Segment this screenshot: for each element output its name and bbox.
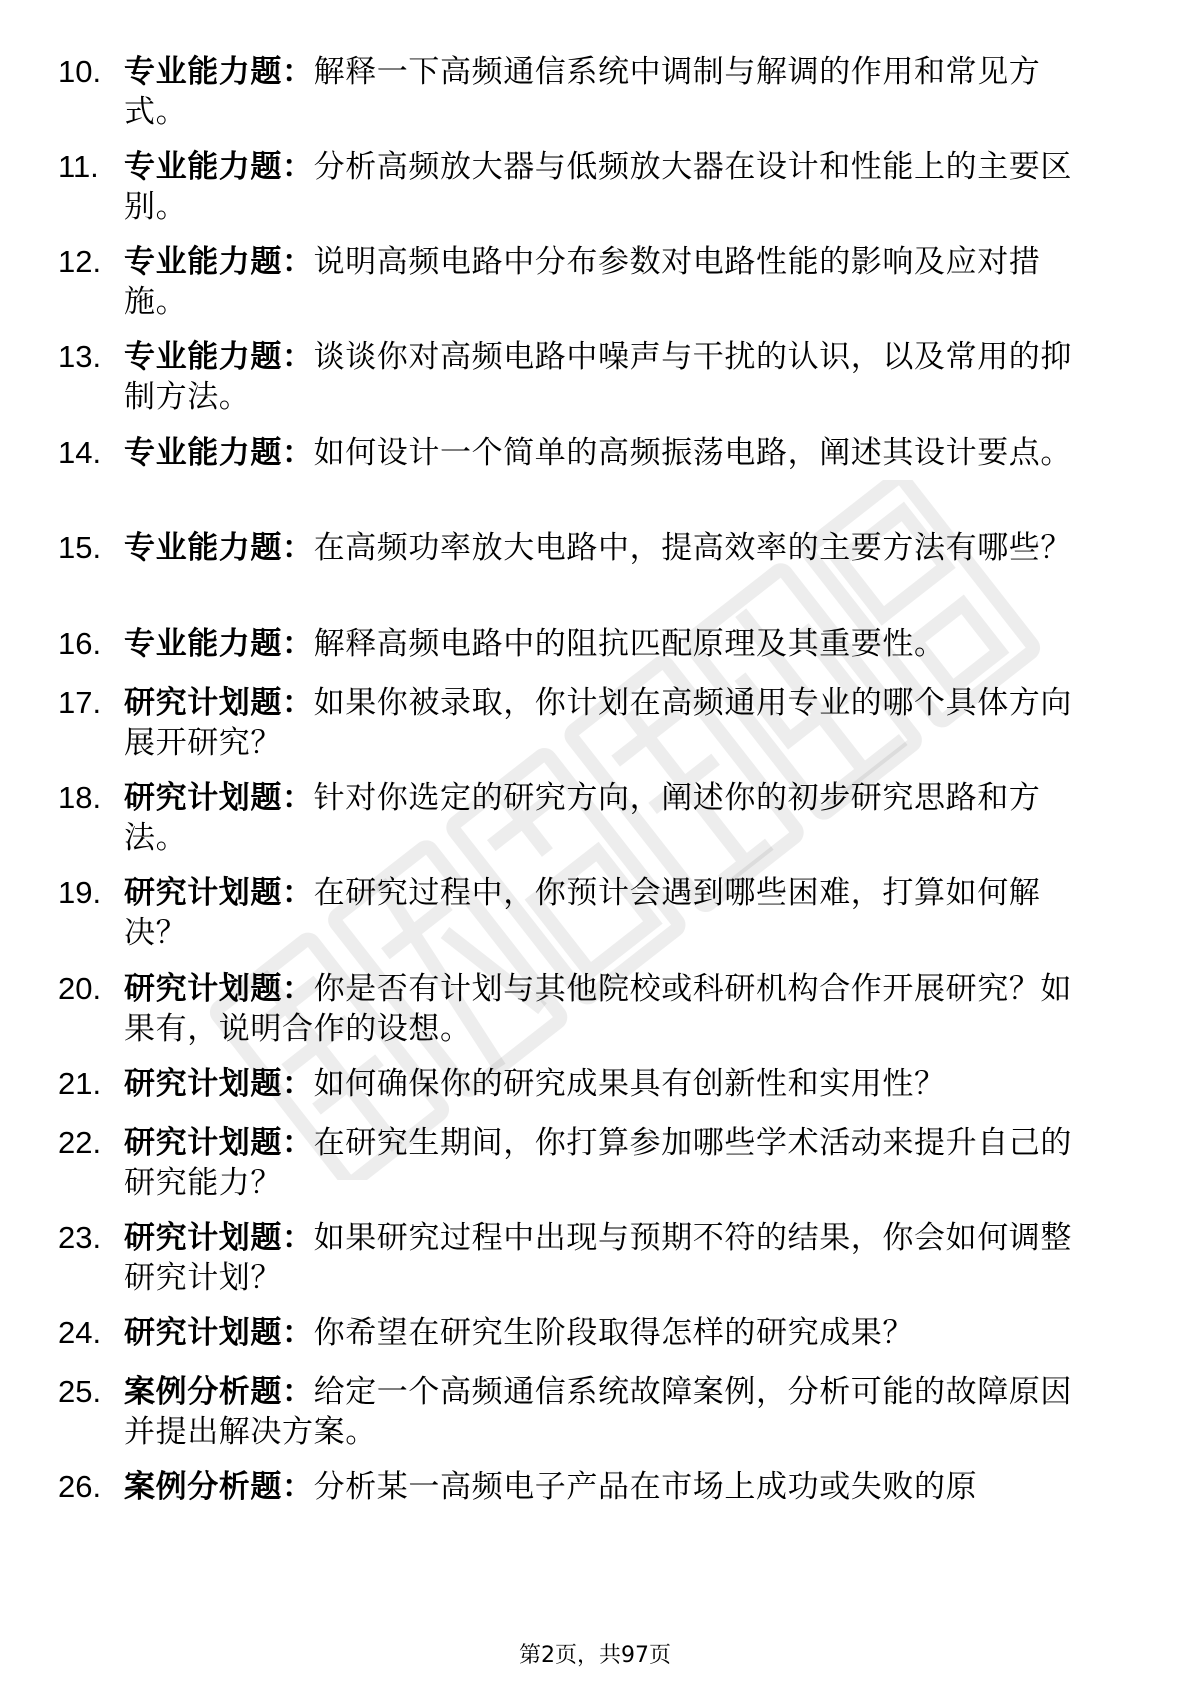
question-item [58,433,1118,473]
question-text [124,242,1074,322]
question-body: 说明高频电路中分布参数对电路性能的影响及应对措施。 [124,244,1041,320]
question-category: 案例分析题： [124,1469,314,1505]
question-category: 研究计划题： [124,1125,314,1161]
question-body: 谈谈你对高频电路中噪声与干扰的认识，以及常用的抑制方法。 [124,339,1073,415]
question-category: 专业能力题： [124,435,314,471]
question-text [124,1372,1074,1452]
question-category: 案例分析题： [124,1374,314,1410]
question-category: 研究计划题： [124,685,314,721]
question-text [124,1313,1074,1353]
question-item [58,778,1118,858]
question-text [124,624,1074,664]
question-number: 22. [58,1125,102,1160]
question-item [58,873,1118,953]
question-text [124,433,1074,473]
question-text [124,873,1074,953]
question-number: 26. [58,1469,102,1504]
question-body: 解释高频电路中的阻抗匹配原理及其重要性。 [313,626,946,662]
question-category: 专业能力题： [124,339,314,375]
question-item [58,1372,1118,1452]
question-item [58,683,1118,763]
question-item [58,1064,1118,1104]
question-body: 在高频功率放大电路中，提高效率的主要方法有哪些？ [313,530,1073,566]
question-number: 14. [58,435,102,470]
question-body: 针对你选定的研究方向，阐述你的初步研究思路和方法。 [124,780,1041,856]
question-body: 如果你被录取，你计划在高频通用专业的哪个具体方向展开研究？ [124,685,1073,761]
question-category: 研究计划题： [124,1315,314,1351]
question-item [58,1313,1118,1353]
question-body: 在研究生期间，你打算参加哪些学术活动来提升自己的研究能力？ [124,1125,1073,1201]
question-item [58,1123,1118,1203]
question-number: 24. [58,1315,102,1350]
question-text [124,337,1074,417]
question-text [124,52,1074,132]
question-item [58,969,1118,1049]
question-text [124,683,1074,763]
question-number: 21. [58,1066,102,1101]
question-number: 11. [58,149,99,184]
question-body: 给定一个高频通信系统故障案例，分析可能的故障原因并提出解决方案。 [124,1374,1073,1450]
question-text [124,1218,1074,1298]
question-category: 专业能力题： [124,244,314,280]
question-number: 23. [58,1220,102,1255]
question-text [124,147,1074,227]
question-number: 15. [58,530,102,565]
question-body: 分析高频放大器与低频放大器在设计和性能上的主要区别。 [124,149,1073,225]
question-body: 如何确保你的研究成果具有创新性和实用性？ [313,1066,946,1102]
question-item [58,528,1118,568]
question-number: 12. [58,244,102,279]
question-number: 13. [58,339,102,374]
question-body: 你是否有计划与其他院校或科研机构合作开展研究？如果有，说明合作的设想。 [124,971,1073,1047]
question-number: 18. [58,780,102,815]
question-number: 16. [58,626,102,661]
question-text [124,778,1074,858]
question-body: 你希望在研究生阶段取得怎样的研究成果？ [313,1315,915,1351]
question-category: 专业能力题： [124,149,314,185]
question-category: 研究计划题： [124,1220,314,1256]
question-text [124,528,1074,568]
question-body: 分析某一高频电子产品在市场上成功或失败的原 [313,1469,978,1505]
question-number: 25. [58,1374,102,1409]
question-category: 研究计划题： [124,1066,314,1102]
question-category: 专业能力题： [124,626,314,662]
question-text [124,1064,1074,1104]
question-number: 17. [58,685,102,720]
question-number: 20. [58,971,102,1006]
question-item [58,242,1118,322]
question-body: 解释一下高频通信系统中调制与解调的作用和常见方式。 [124,54,1041,130]
question-text [124,969,1074,1049]
question-number: 19. [58,875,102,910]
question-body: 如果研究过程中出现与预期不符的结果，你会如何调整研究计划？ [124,1220,1073,1296]
question-body: 在研究过程中，你预计会遇到哪些困难，打算如何解决？ [124,875,1041,951]
question-text [124,1123,1074,1203]
question-item [58,624,1118,664]
question-category: 研究计划题： [124,971,314,1007]
question-category: 研究计划题： [124,875,314,911]
page-footer: 第2页，共97页 [519,1643,671,1668]
question-category: 专业能力题： [124,54,314,90]
question-item [58,337,1118,417]
question-item [58,52,1118,132]
question-text [124,1467,1074,1507]
question-number: 10. [58,54,102,89]
question-item [58,1467,1118,1507]
question-category: 专业能力题： [124,530,314,566]
question-body: 如何设计一个简单的高频振荡电路，阐述其设计要点。 [313,435,1073,471]
question-item [58,147,1118,227]
question-category: 研究计划题： [124,780,314,816]
question-item [58,1218,1118,1298]
